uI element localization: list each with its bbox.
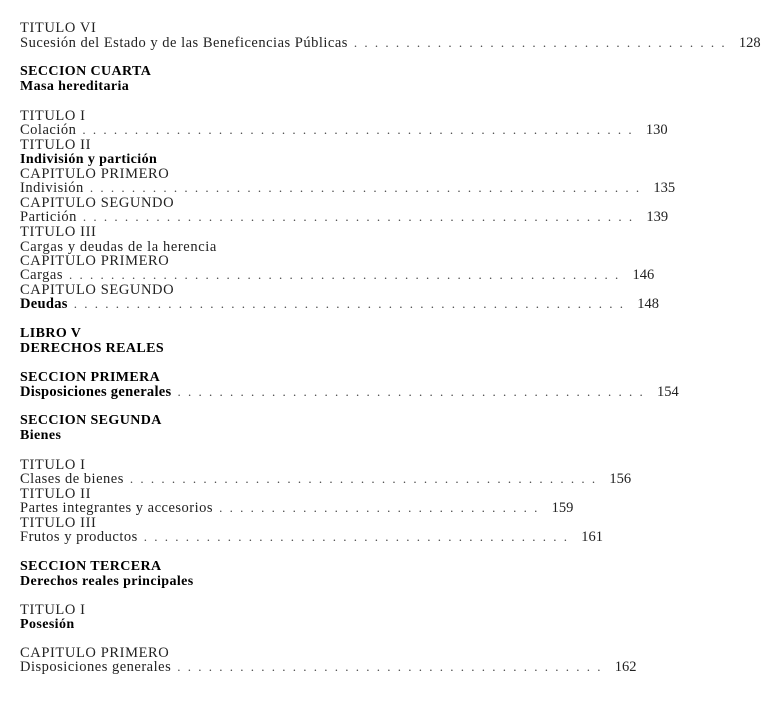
leader-dots: . . . . . . . . . . . . . . . . . . . . . . . . . . . . . . . . . . . . . . . . . . . . . . . . . . . . .: [69, 267, 621, 282]
leader-dots: . . . . . . . . . . . . . . . . . . . . . . . . . . . . . . .: [219, 500, 540, 515]
entry-page: 148: [637, 296, 659, 312]
leader-dots: . . . . . . . . . . . . . . . . . . . . . . . . . . . . . . . . . . . .: [353, 35, 727, 50]
libro-subtitle: DERECHOS REALES: [20, 341, 165, 356]
entry-label: Frutos y productos: [20, 529, 138, 545]
section-heading: SECCION CUARTA: [20, 64, 152, 79]
toc-entry: [20, 471, 632, 488]
toc-entry: [20, 209, 669, 226]
entry-label: Disposiciones generales: [20, 384, 172, 400]
heading-titulo: TITULO I: [20, 602, 86, 618]
section-heading: SECCION PRIMERA: [20, 370, 161, 385]
entry-page: 162: [614, 659, 637, 675]
toc-entry: [20, 384, 679, 401]
heading-capitulo: CAPITULO PRIMERO: [20, 253, 170, 269]
leader-dots: . . . . . . . . . . . . . . . . . . . . . . . . . . . . . . . . . . . . . . . . . . . . .: [129, 471, 598, 486]
entry-label: Indivisión: [20, 180, 84, 196]
leader-dots: . . . . . . . . . . . . . . . . . . . . . . . . . . . . . . . . . . . . . . . . . . . . . . . . . . . . .: [73, 296, 625, 311]
leader-dots: . . . . . . . . . . . . . . . . . . . . . . . . . . . . . . . . . . . . . . . . .: [143, 529, 569, 544]
heading-titulo: TITULO I: [20, 108, 86, 124]
entry-page: 135: [653, 180, 676, 196]
section-heading: SECCION TERCERA: [20, 559, 162, 574]
entry-label: Partes integrantes y accesorios: [20, 500, 214, 516]
heading-titulo: TITULO III: [20, 515, 97, 531]
entry-page: 161: [581, 529, 603, 545]
section-subtitle: Bienes: [20, 428, 62, 443]
section-heading: SECCION SEGUNDA: [20, 413, 162, 428]
heading-titulo-vi: TITULO VI: [20, 20, 97, 36]
heading-capitulo: CAPITULO PRIMERO: [20, 166, 170, 182]
entry-label: Partición: [20, 209, 77, 225]
heading-titulo: TITULO II: [20, 137, 92, 153]
titulo-subtitle: Posesión: [20, 617, 75, 632]
entry-label: Sucesión del Estado y de las Beneficencias Públicas: [20, 35, 348, 51]
entry-page: 146: [632, 267, 655, 283]
entry-page: 154: [657, 384, 679, 400]
leader-dots: . . . . . . . . . . . . . . . . . . . . . . . . . . . . . . . . . . . . . . . . . . . . . . . . . . . . .: [82, 209, 635, 224]
heading-capitulo: CAPITULO SEGUNDO: [20, 282, 175, 298]
entry-label: Cargas: [20, 267, 64, 283]
titulo-subtitle: Cargas y deudas de la herencia: [20, 239, 217, 255]
toc-entry: [20, 659, 637, 676]
entry-label: Deudas: [20, 296, 68, 312]
entry-page: 139: [646, 209, 669, 225]
titulo-subtitle: Indivisión y partición: [20, 152, 158, 167]
section-subtitle: Derechos reales principales: [20, 574, 194, 589]
heading-titulo: TITULO I: [20, 457, 86, 473]
entry-page: 159: [551, 500, 574, 516]
leader-dots: . . . . . . . . . . . . . . . . . . . . . . . . . . . . . . . . . . . . . . . . .: [177, 659, 603, 674]
entry-label: Disposiciones generales: [20, 659, 172, 675]
toc-entry: [20, 35, 761, 52]
leader-dots: . . . . . . . . . . . . . . . . . . . . . . . . . . . . . . . . . . . . . . . . . . . . . . . . . . . . .: [89, 180, 642, 195]
leader-dots: . . . . . . . . . . . . . . . . . . . . . . . . . . . . . . . . . . . . . . . . . . . . . . . . . . . . .: [82, 122, 634, 137]
toc-entry: [20, 296, 659, 313]
entry-label: Clases de bienes: [20, 471, 124, 487]
entry-page: 130: [645, 122, 668, 138]
heading-capitulo: CAPITULO SEGUNDO: [20, 195, 175, 211]
leader-dots: . . . . . . . . . . . . . . . . . . . . . . . . . . . . . . . . . . . . . . . . . . . . .: [177, 384, 645, 399]
heading-capitulo: CAPITULO PRIMERO: [20, 645, 170, 661]
heading-titulo: TITULO II: [20, 486, 92, 502]
entry-label: Colación: [20, 122, 77, 138]
toc-entry: [20, 122, 668, 139]
entry-page: 156: [609, 471, 632, 487]
toc-entry: [20, 500, 574, 517]
entry-page: 128: [738, 35, 761, 51]
libro-heading: LIBRO V: [20, 326, 82, 341]
heading-titulo: TITULO III: [20, 224, 97, 240]
section-subtitle: Masa hereditaria: [20, 79, 130, 94]
toc-entry: [20, 529, 603, 546]
